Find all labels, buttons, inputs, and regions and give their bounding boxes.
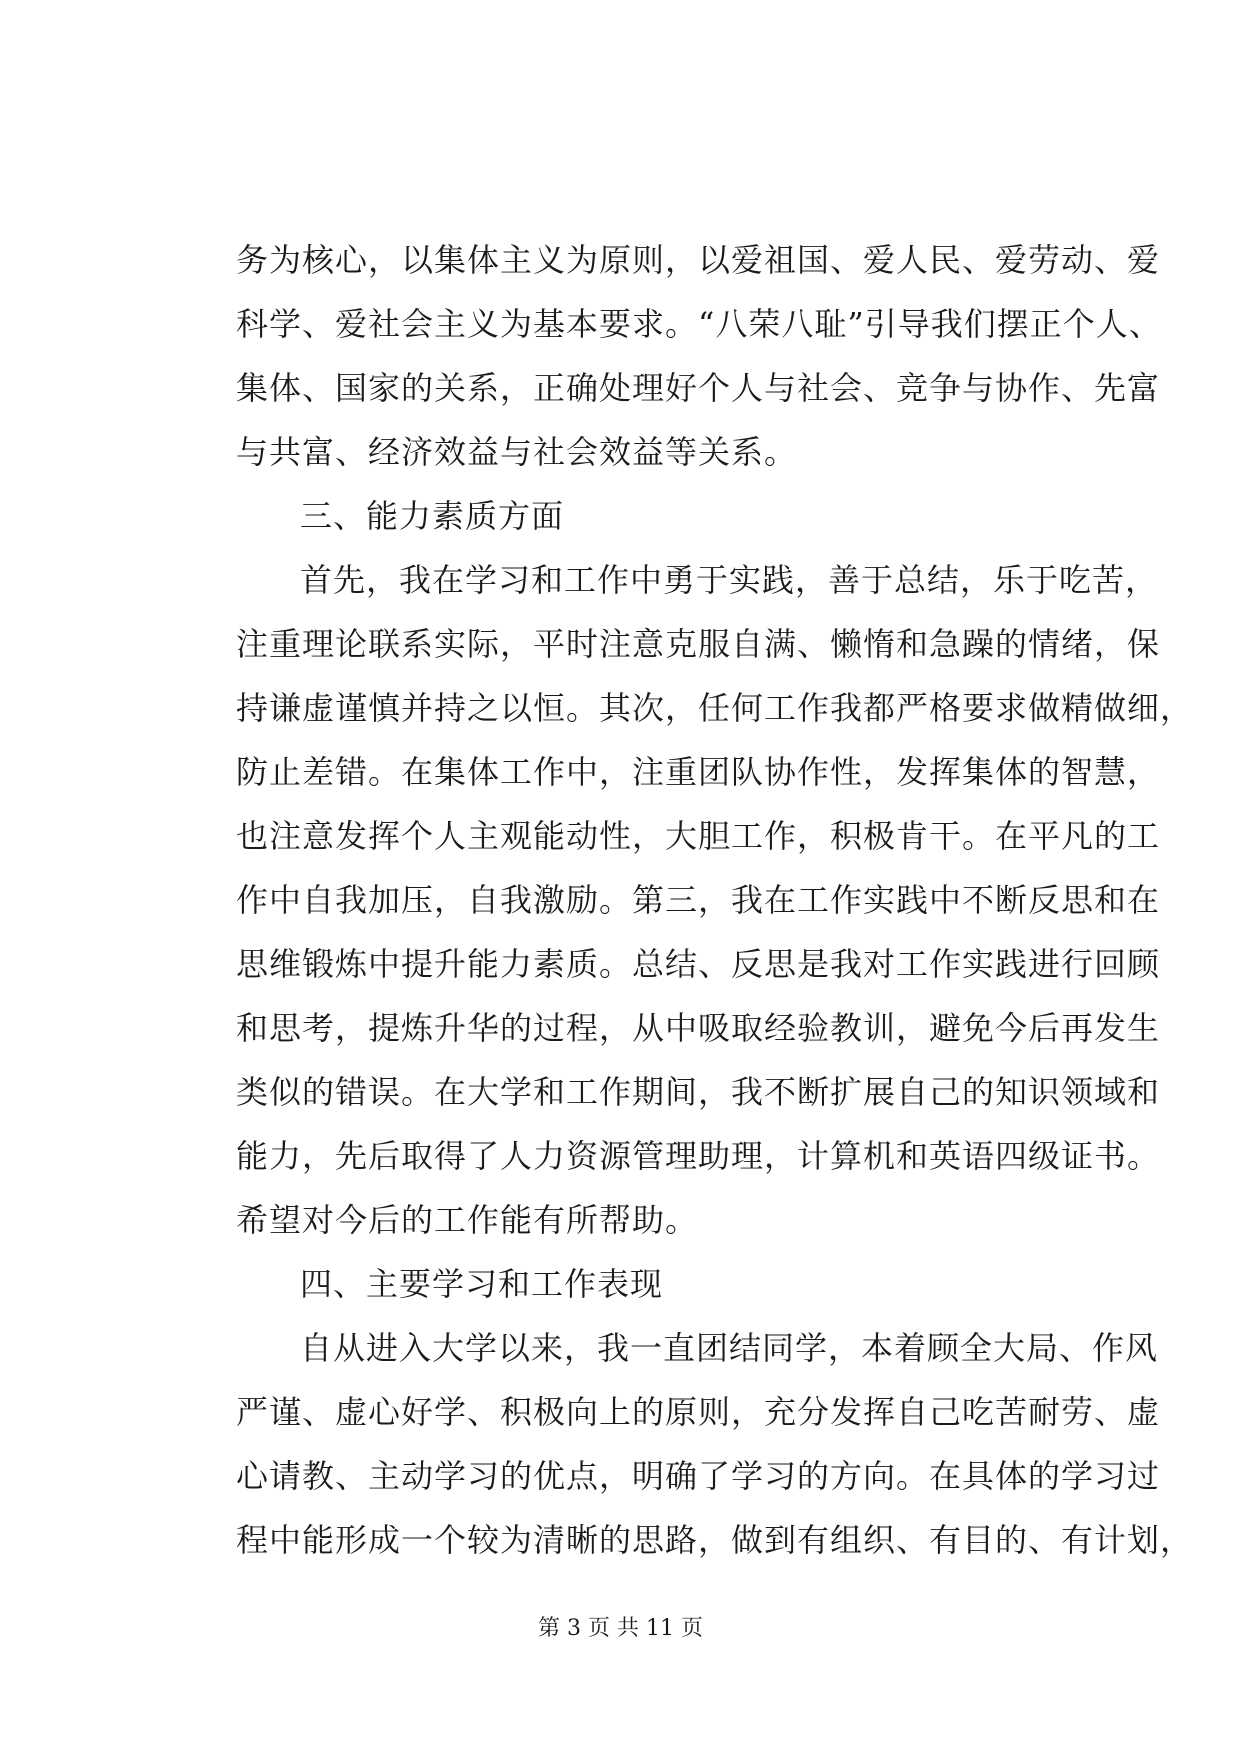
- text-line: 和思考，提炼升华的过程，从中吸取经验教训，避免今后再发生: [236, 1009, 1161, 1047]
- text-line: 持谦虚谨慎并持之以恒。其次，任何工作我都严格要求做精做细，: [236, 689, 1194, 727]
- text-line: 也注意发挥个人主观能动性，大胆工作，积极肯干。在平凡的工: [236, 817, 1161, 855]
- text-line: 与共富、经济效益与社会效益等关系。: [236, 433, 798, 471]
- text-line: 自从进入大学以来，我一直团结同学，本着顾全大局、作风: [300, 1329, 1159, 1367]
- text-line: 注重理论联系实际，平时注意克服自满、懒惰和急躁的情绪，保: [236, 625, 1161, 663]
- text-line: 四、主要学习和工作表现: [300, 1265, 664, 1303]
- text-line: 防止差错。在集体工作中，注重团队协作性，发挥集体的智慧，: [236, 753, 1161, 791]
- text-line: 思维锻炼中提升能力素质。总结、反思是我对工作实践进行回顾: [236, 945, 1161, 983]
- text-line: 严谨、虚心好学、积极向上的原则，充分发挥自己吃苦耐劳、虚: [236, 1393, 1161, 1431]
- text-line: 三、能力素质方面: [300, 497, 565, 535]
- text-line: 首先，我在学习和工作中勇于实践，善于总结，乐于吃苦，: [300, 561, 1159, 599]
- text-line: 程中能形成一个较为清晰的思路，做到有组织、有目的、有计划，: [236, 1521, 1194, 1559]
- text-line: 作中自我加压，自我激励。第三，我在工作实践中不断反思和在: [236, 881, 1161, 919]
- text-line: 能力，先后取得了人力资源管理助理，计算机和英语四级证书。: [236, 1137, 1161, 1175]
- body-text: [236, 228, 1194, 1572]
- text-line: 集体、国家的关系，正确处理好个人与社会、竞争与协作、先富: [236, 369, 1161, 407]
- text-line: 心请教、主动学习的优点，明确了学习的方向。在具体的学习过: [236, 1457, 1161, 1495]
- text-line: 科学、爱社会主义为基本要求。“八荣八耻”引导我们摆正个人、: [236, 305, 1162, 343]
- text-line: 希望对今后的工作能有所帮助。: [236, 1201, 699, 1239]
- text-line: 务为核心，以集体主义为原则，以爱祖国、爱人民、爱劳动、爱: [236, 241, 1161, 279]
- text-line: 类似的错误。在大学和工作期间，我不断扩展自己的知识领域和: [236, 1073, 1161, 1111]
- page-number-footer: 第 3 页 共 11 页: [538, 1616, 703, 1641]
